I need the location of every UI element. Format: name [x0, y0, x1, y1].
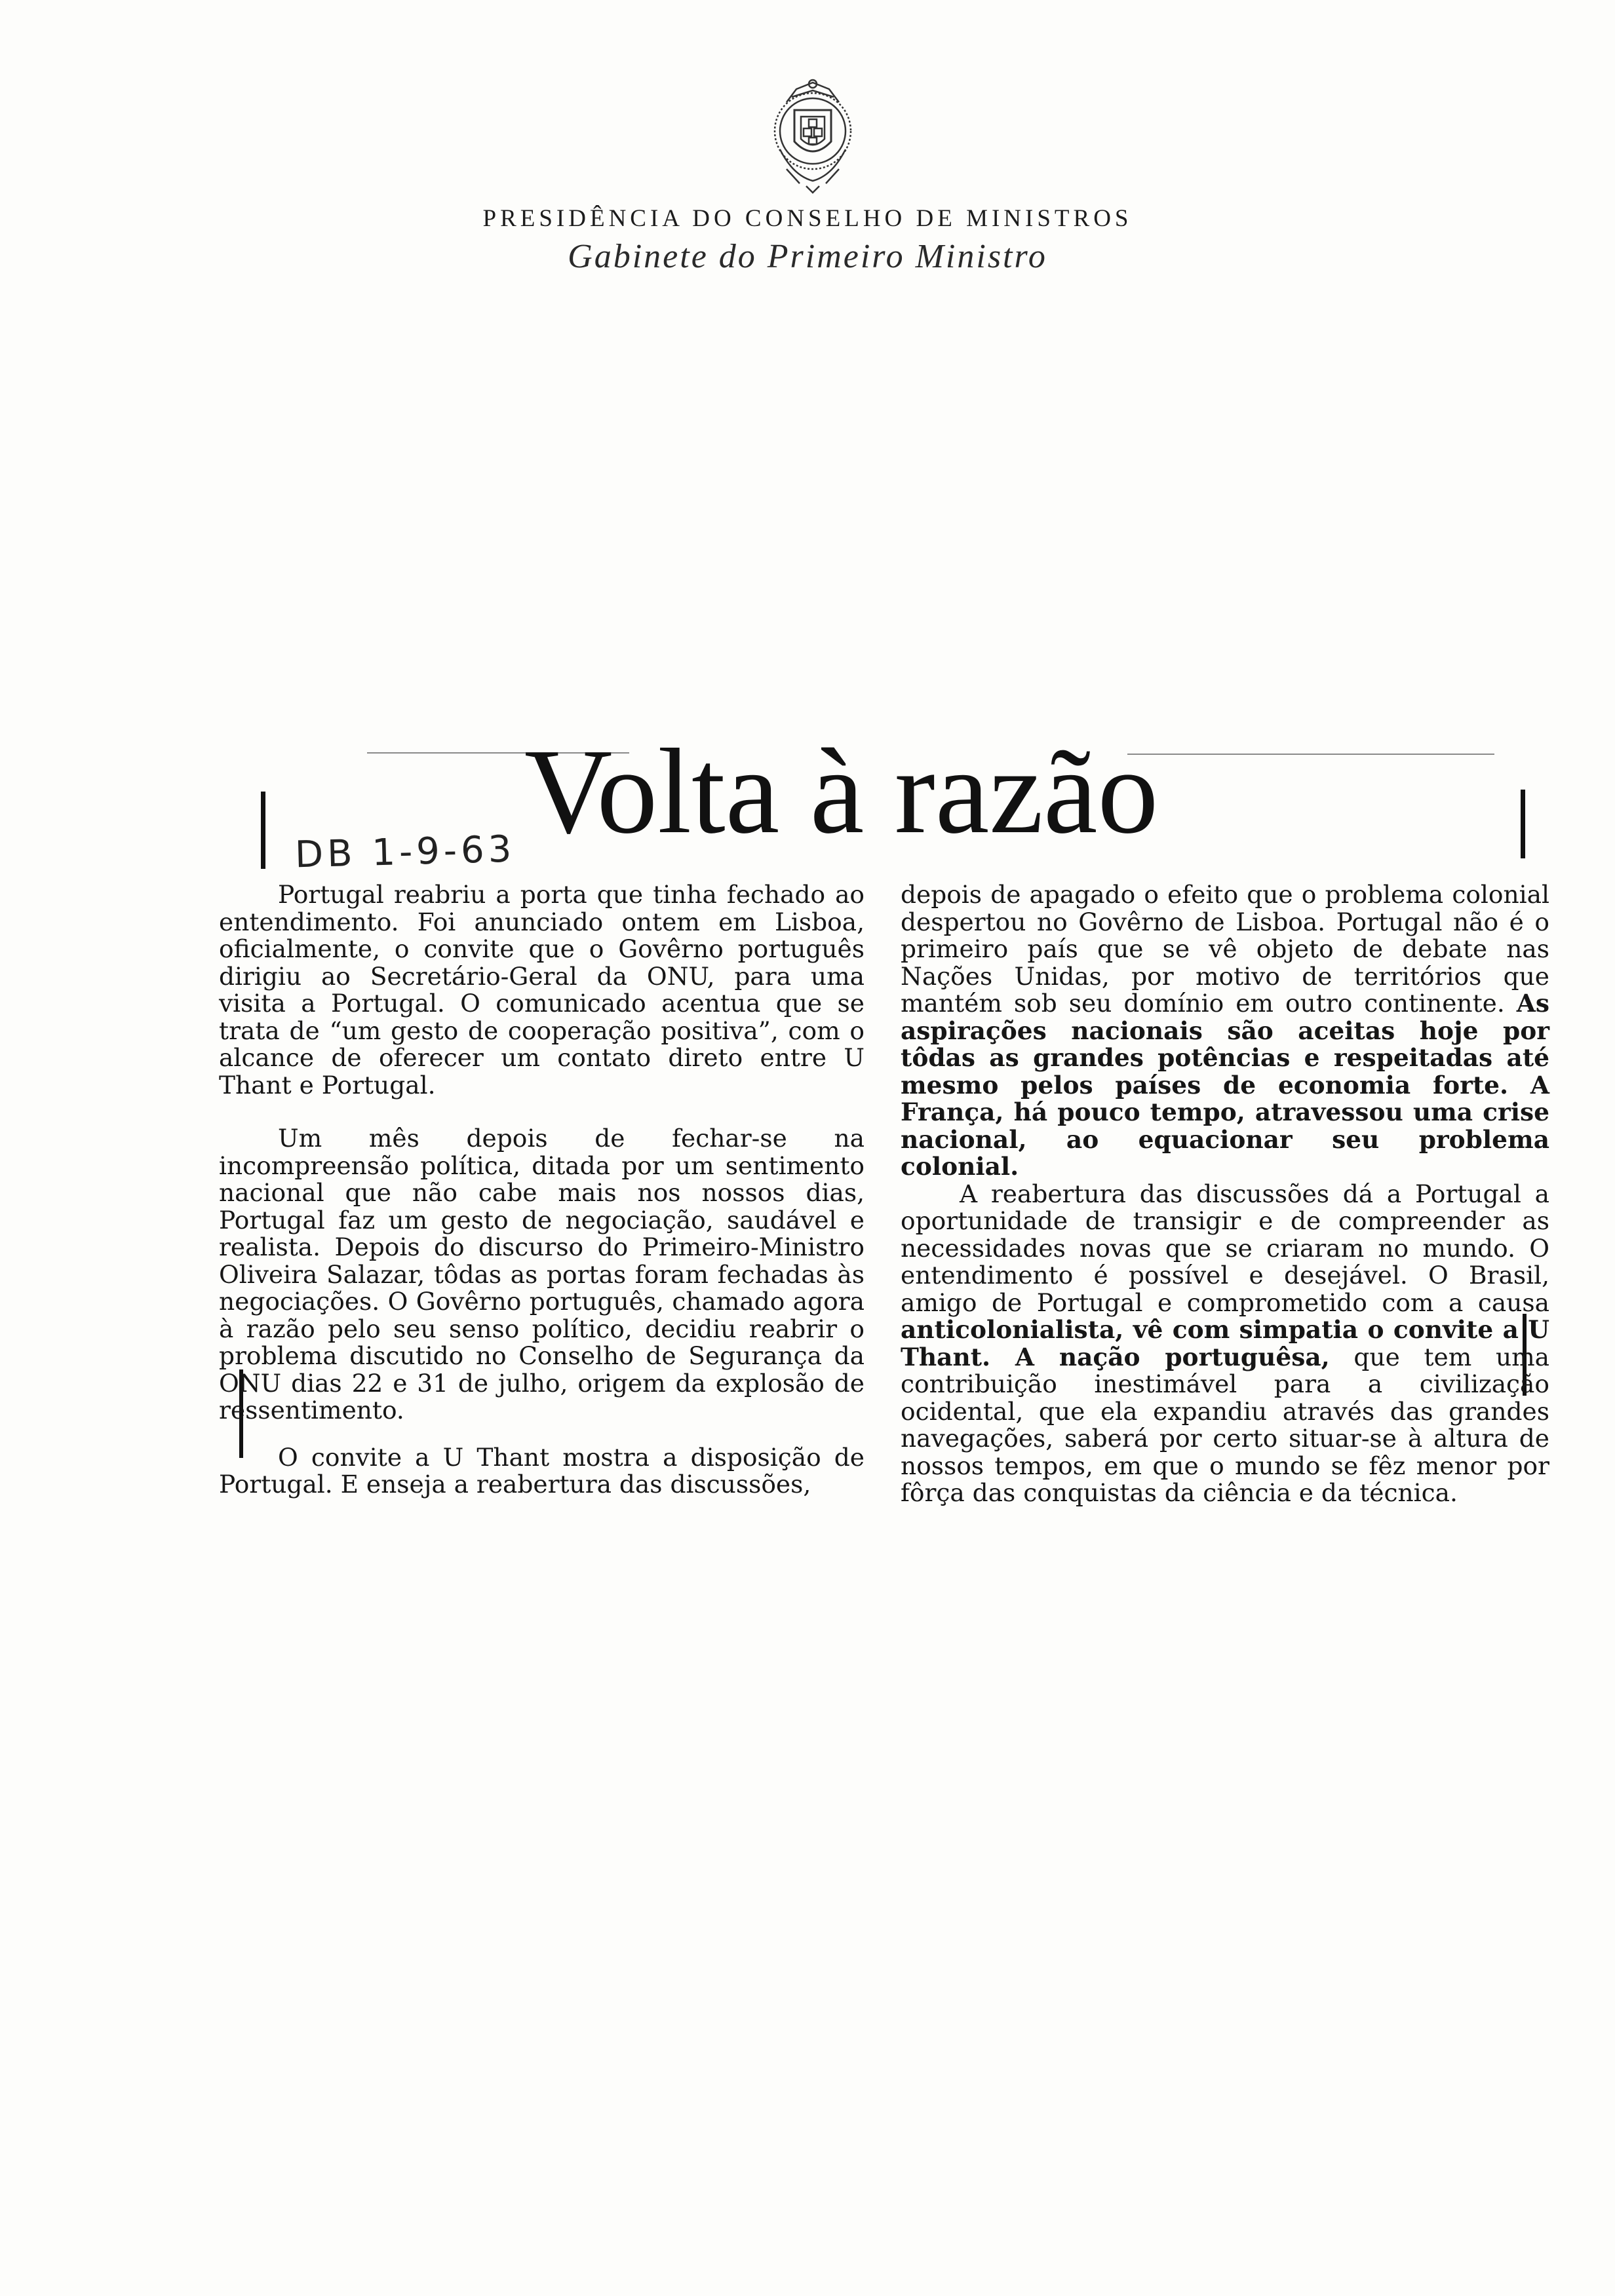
letterhead-cabinet: Gabinete do Primeiro Ministro [568, 238, 1047, 275]
article-text: A reabertura das discussões dá a Portugal a oportunidade de transigir e de compreender as necessidades novas que se criaram no mundo. O entendimento é possível e desejável. O Brasil, amigo de Portugal e comprometido com a causa [901, 1179, 1549, 1317]
article-paragraph: Um mês depois de fechar-se na incompreensão política, ditada por um sentimento nacional que não cabe mais nos nossos dias, Portugal faz um gesto de negociação, saudável e realista. Depois do discurso do Primeiro-Ministro Oliveira Salazar, tôdas as portas foram fechadas às negociações. O Govêrno português, chamado agora à razão pelo seu senso político, decidiu reabrir o problema discutido no Conselho de Segurança da ONU dias 22 e 31 de julho, origem da explosão de ressentimento. [219, 1124, 865, 1425]
article-paragraph: Portugal reabriu a porta que tinha fechado ao entendimento. Foi anunciado ontem em Lisboa, oficialmente, o convite que o Govêrno português dirigiu ao Secretário-Geral da ONU, para uma visita a Portugal. O comunicado acentua que se trata de “um gesto de cooperação positiva”, com o alcance de oferecer um contato direto entre U Thant e Portugal. [219, 880, 865, 1100]
headline: Volta à razão [524, 724, 1159, 859]
clipping-left-bar [261, 792, 265, 869]
article-text-bold: anticolonialista, vê com simpatia o convite a U Thant. A nação portuguêsa, [901, 1315, 1549, 1371]
article-left-column [219, 881, 865, 1499]
article-paragraph [901, 881, 1549, 1181]
article-right-column [901, 881, 1549, 1507]
article-paragraph: O convite a U Thant mostra a disposição de Portugal. E enseja a reabertura das discussões, [219, 1442, 865, 1499]
article-text-bold: As aspirações nacionais são aceitas hoje por tôdas as grandes potências e respeitadas até mesmo pelos países de economia forte. A França, há pouco tempo, atravessou uma crise nacional, ao equacionar seu problema colonial. [901, 989, 1549, 1181]
clipping-right-bar [1521, 790, 1525, 858]
article-text: que tem uma contribuição inestimável para a civilização ocidental, que ela expandiu através das grandes navegações, saberá por certo situar-se à altura de nossos tempos, em que o mundo se fêz menor por fôrça das conquistas da ciência e da técnica. [901, 1342, 1550, 1507]
article-paragraph [901, 1181, 1549, 1507]
coat-of-arms-icon [760, 71, 865, 195]
handwritten-reference: DB 1-9-63 [294, 828, 516, 877]
article-text: depois de apagado o efeito que o problema colonial despertou no Govêrno de Lisboa. Portugal não é o primeiro país que se vê objeto de debate nas Nações Unidas, por motivo de territórios que mantém sob seu domínio em outro continente. [901, 880, 1549, 1018]
letterhead-institution: PRESIDÊNCIA DO CONSELHO DE MINISTROS [482, 205, 1133, 232]
